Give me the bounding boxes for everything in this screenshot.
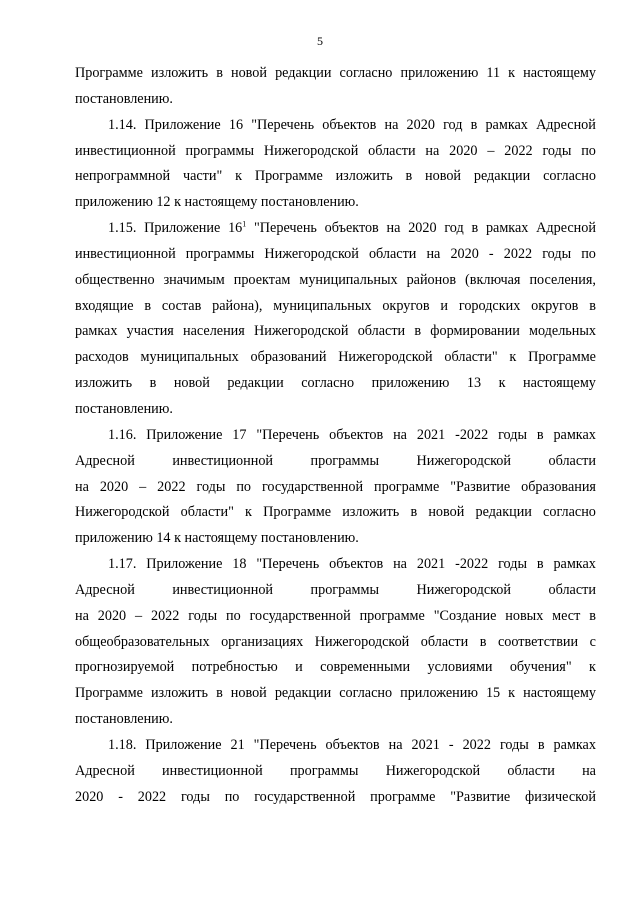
word: –: [139, 478, 147, 495]
word: общественно: [75, 271, 155, 288]
word: 1.17.: [108, 556, 137, 573]
word: программы: [310, 452, 380, 469]
word: муниципальных: [140, 349, 239, 366]
word: обучения": [509, 659, 572, 676]
text-line: [75, 475, 596, 501]
paragraph-p6: [75, 733, 596, 811]
word: в: [537, 736, 545, 753]
word: настоящему: [523, 685, 596, 702]
text-line: [75, 449, 596, 475]
word: редакции: [274, 685, 332, 702]
word: 1.18.: [108, 736, 137, 753]
word: объектов: [325, 736, 380, 753]
word: изложить: [150, 685, 209, 702]
word: $16^1$: [228, 219, 247, 237]
word: по: [581, 142, 596, 159]
word: годы: [542, 142, 572, 159]
word: с: [589, 633, 596, 650]
word: в: [216, 685, 223, 702]
text-line: [75, 87, 596, 113]
word: поселения,: [529, 271, 596, 288]
word: на: [384, 116, 399, 133]
word: в: [414, 323, 422, 340]
word: "Перечень: [254, 220, 317, 237]
word: состав: [161, 297, 202, 314]
word: рамках: [553, 426, 596, 443]
word: программе: [359, 607, 425, 624]
text-line: [75, 733, 596, 759]
word: редакции: [275, 65, 332, 81]
word: современными: [320, 659, 411, 676]
word: 2022: [462, 736, 491, 753]
word: годы: [188, 607, 218, 624]
word: изложить: [75, 375, 133, 392]
word: к: [589, 659, 596, 676]
word: в: [470, 116, 478, 133]
word: Адресной: [75, 452, 135, 469]
word: физической: [525, 788, 596, 805]
word: (включая: [465, 271, 521, 288]
text-line: [75, 552, 596, 578]
word: Нижегородской: [75, 504, 170, 521]
text-line: [75, 707, 596, 733]
word: в: [589, 297, 596, 314]
word: по: [581, 245, 596, 262]
line-text: постановлению.: [75, 90, 173, 107]
word: объектов: [329, 426, 384, 443]
word: редакции: [473, 168, 531, 185]
word: и: [295, 659, 303, 676]
line-text: постановлению.: [75, 400, 173, 417]
word: 21: [230, 736, 245, 753]
word: Приложение: [146, 426, 223, 443]
word: 2020: [449, 142, 478, 159]
word: годы: [498, 556, 527, 573]
word: по: [226, 607, 241, 624]
word: районов: [406, 271, 457, 288]
word: программы: [310, 581, 380, 598]
word: 1.14.: [108, 116, 137, 133]
word: в: [405, 168, 413, 185]
word: изложить: [151, 65, 209, 81]
paragraph-p1: [75, 61, 596, 113]
word: программы: [185, 142, 255, 159]
word: объектов: [329, 556, 384, 573]
word: год: [444, 220, 464, 237]
word: модельных: [529, 323, 596, 340]
word: общеобразовательных: [75, 633, 210, 650]
word: в: [149, 375, 157, 392]
word: Программе: [254, 168, 323, 185]
word: 2020: [450, 245, 479, 262]
word: –: [487, 142, 495, 159]
text-line: [75, 242, 596, 268]
word: к: [235, 168, 243, 185]
word: годы: [499, 736, 529, 753]
word: согласно: [543, 504, 596, 521]
line-text: приложению 14 к настоящему постановлению.: [75, 530, 359, 547]
word: района),: [212, 297, 263, 314]
word: в: [479, 633, 487, 650]
word: Нижегородской: [385, 762, 481, 779]
text-line: [75, 345, 596, 371]
word: расходов: [75, 349, 129, 366]
text-line: [75, 655, 596, 681]
text-line: [75, 630, 596, 656]
line-text: приложению 12 к настоящему постановлению.: [75, 194, 359, 211]
word: потребностью: [191, 659, 278, 676]
word: на: [75, 478, 89, 495]
word: Нижегородской: [263, 142, 359, 159]
text-line: [75, 681, 596, 707]
word: области: [368, 142, 416, 159]
word: 13: [466, 375, 482, 392]
word: Нижегородской: [264, 245, 359, 262]
text-line: [75, 61, 596, 87]
text-line: [75, 319, 596, 345]
word: Адресной: [536, 116, 596, 133]
word: новой: [173, 375, 210, 392]
text-line: [75, 500, 596, 526]
word: редакции: [475, 504, 532, 521]
word: образований: [250, 349, 327, 366]
word: 17: [232, 426, 247, 443]
word: населения: [183, 323, 245, 340]
word: на: [582, 762, 596, 779]
word: рамках: [553, 736, 596, 753]
word: муниципальных: [273, 297, 372, 314]
word: годы: [498, 426, 527, 443]
word: в: [589, 607, 596, 624]
text-line: [75, 371, 596, 397]
word: участия: [126, 323, 174, 340]
paragraph-p4: [75, 423, 596, 552]
word: -: [488, 245, 494, 262]
word: "Развитие: [450, 788, 511, 805]
word: рамках: [485, 220, 529, 237]
word: к: [508, 65, 516, 81]
word: формировании: [430, 323, 520, 340]
word: в: [471, 220, 479, 237]
word: изложить: [342, 504, 400, 521]
word: 1.15.: [108, 220, 137, 237]
word: в: [144, 297, 152, 314]
word: Адресной: [536, 220, 596, 237]
word: согласно: [543, 168, 596, 185]
word: Нижегородской: [338, 349, 433, 366]
superscript: 1: [242, 219, 247, 229]
word: Программе: [263, 504, 332, 521]
word: согласно: [339, 685, 393, 702]
word: 2022: [137, 788, 167, 805]
word: согласно: [339, 65, 393, 81]
word: 2022: [504, 142, 533, 159]
word: на: [386, 220, 401, 237]
text-line: [75, 604, 596, 630]
word: области: [357, 323, 406, 340]
word: новых: [505, 607, 544, 624]
word: значимым: [163, 271, 225, 288]
word: в: [410, 504, 418, 521]
word: по: [236, 478, 252, 495]
word: области: [420, 633, 469, 650]
word: округов: [382, 297, 430, 314]
word: инвестиционной: [75, 245, 176, 262]
word: 2022: [150, 607, 180, 624]
word: "Перечень: [256, 556, 320, 573]
word: округов: [531, 297, 579, 314]
word: Адресной: [75, 581, 135, 598]
word: новой: [230, 65, 267, 81]
word: инвестиционной: [162, 762, 263, 779]
word: 2020: [408, 220, 437, 237]
word: к: [509, 349, 517, 366]
word: соответствии: [497, 633, 579, 650]
word: Программе: [528, 349, 596, 366]
word: приложению: [400, 685, 478, 702]
text-line: [75, 164, 596, 190]
word: области: [548, 581, 596, 598]
word: -: [448, 736, 454, 753]
word: программы: [185, 245, 255, 262]
word: области: [507, 762, 555, 779]
word: настоящему: [523, 375, 596, 392]
word: условиями: [427, 659, 493, 676]
page-number: 5: [317, 34, 323, 48]
word: Нижегородской: [416, 581, 511, 598]
word: годы: [196, 478, 226, 495]
word: приложению: [400, 65, 479, 81]
word: 15: [485, 685, 501, 702]
word: годы: [542, 245, 572, 262]
word: 16: [228, 116, 244, 133]
word: государственной: [261, 478, 364, 495]
word: новой: [425, 168, 462, 185]
text-line: [75, 785, 596, 811]
word: программе: [370, 788, 436, 805]
text-line: [75, 139, 596, 165]
word: на: [75, 607, 89, 624]
word: 2020: [406, 116, 435, 133]
word: "Перечень: [256, 426, 320, 443]
word: на: [388, 736, 403, 753]
paragraph-p5: [75, 552, 596, 733]
word: объектов: [322, 116, 377, 133]
word: Приложение: [144, 116, 221, 133]
word: инвестиционной: [75, 142, 176, 159]
word: инвестиционной: [172, 452, 274, 469]
word: 2021: [416, 556, 446, 573]
word: "Создание: [433, 607, 497, 624]
word: области: [368, 245, 417, 262]
line-text: постановлению.: [75, 711, 173, 728]
word: Приложение: [146, 556, 223, 573]
word: на: [425, 142, 440, 159]
word: -: [118, 788, 123, 805]
word: рамках: [553, 556, 596, 573]
word: Адресной: [75, 762, 135, 779]
word: Программе: [75, 65, 143, 81]
word: области": [444, 349, 498, 366]
text-line: [75, 113, 596, 139]
word: -2022: [455, 556, 489, 573]
word: области": [180, 504, 234, 521]
word: инвестиционной: [172, 581, 274, 598]
word: на: [393, 556, 407, 573]
text-line: [75, 216, 596, 242]
word: "Развитие: [450, 478, 511, 495]
word: на: [426, 245, 441, 262]
word: Приложение: [145, 736, 222, 753]
word: в: [536, 426, 544, 443]
word: 2021: [416, 426, 446, 443]
text-line: [75, 294, 596, 320]
paragraph-p3: [75, 216, 596, 423]
word: части": [182, 168, 223, 185]
word: в: [216, 65, 223, 81]
word: годы: [180, 788, 210, 805]
word: организациях: [221, 633, 304, 650]
word: новой: [230, 685, 267, 702]
text-line: [75, 526, 596, 552]
word: мест: [552, 607, 581, 624]
word: изложить: [335, 168, 393, 185]
word: объектов: [324, 220, 379, 237]
word: программе: [374, 478, 440, 495]
word: рамках: [485, 116, 528, 133]
word: –: [135, 607, 143, 624]
word: муниципальных: [299, 271, 398, 288]
word: 2022: [157, 478, 186, 495]
word: -2022: [455, 426, 489, 443]
word: настоящему: [523, 65, 596, 81]
word: к: [498, 375, 506, 392]
word: Нижегородской: [416, 452, 511, 469]
word: редакции: [227, 375, 284, 392]
word: Нижегородской: [314, 633, 410, 650]
word: непрограммной: [75, 168, 171, 185]
word: государственной: [254, 788, 356, 805]
word: 2020: [99, 478, 129, 495]
word: 1.16.: [108, 426, 137, 443]
word: к: [508, 685, 516, 702]
word: 2020: [97, 607, 127, 624]
word: программы: [289, 762, 359, 779]
word: Приложение: [144, 220, 221, 237]
word: образования: [521, 478, 596, 495]
word: в: [536, 556, 544, 573]
word: государственной: [249, 607, 351, 624]
document-body: [75, 61, 596, 810]
word: 11: [486, 65, 501, 81]
word: согласно: [301, 375, 355, 392]
word: городских: [458, 297, 521, 314]
word: 2020: [75, 788, 104, 805]
word: и: [440, 297, 449, 314]
word: Нижегородской: [254, 323, 349, 340]
text-line: [75, 268, 596, 294]
text-line: [75, 578, 596, 604]
word: по: [224, 788, 240, 805]
word: приложению: [371, 375, 450, 392]
word: прогнозируемой: [75, 659, 175, 676]
word: входящие: [75, 297, 134, 314]
word: Программе: [75, 685, 143, 702]
word: области: [548, 452, 596, 469]
text-line: [75, 190, 596, 216]
word: год: [443, 116, 463, 133]
text-line: [75, 759, 596, 785]
word: 2022: [503, 245, 533, 262]
paragraph-p2: [75, 113, 596, 216]
word: к: [245, 504, 252, 521]
word: проектам: [233, 271, 291, 288]
word: на: [393, 426, 407, 443]
word: рамках: [75, 323, 118, 340]
word: 2021: [411, 736, 440, 753]
text-line: [75, 397, 596, 423]
word: новой: [428, 504, 465, 521]
word: "Перечень: [253, 736, 317, 753]
word: "Перечень: [251, 116, 315, 133]
text-line: [75, 423, 596, 449]
word: 18: [232, 556, 247, 573]
